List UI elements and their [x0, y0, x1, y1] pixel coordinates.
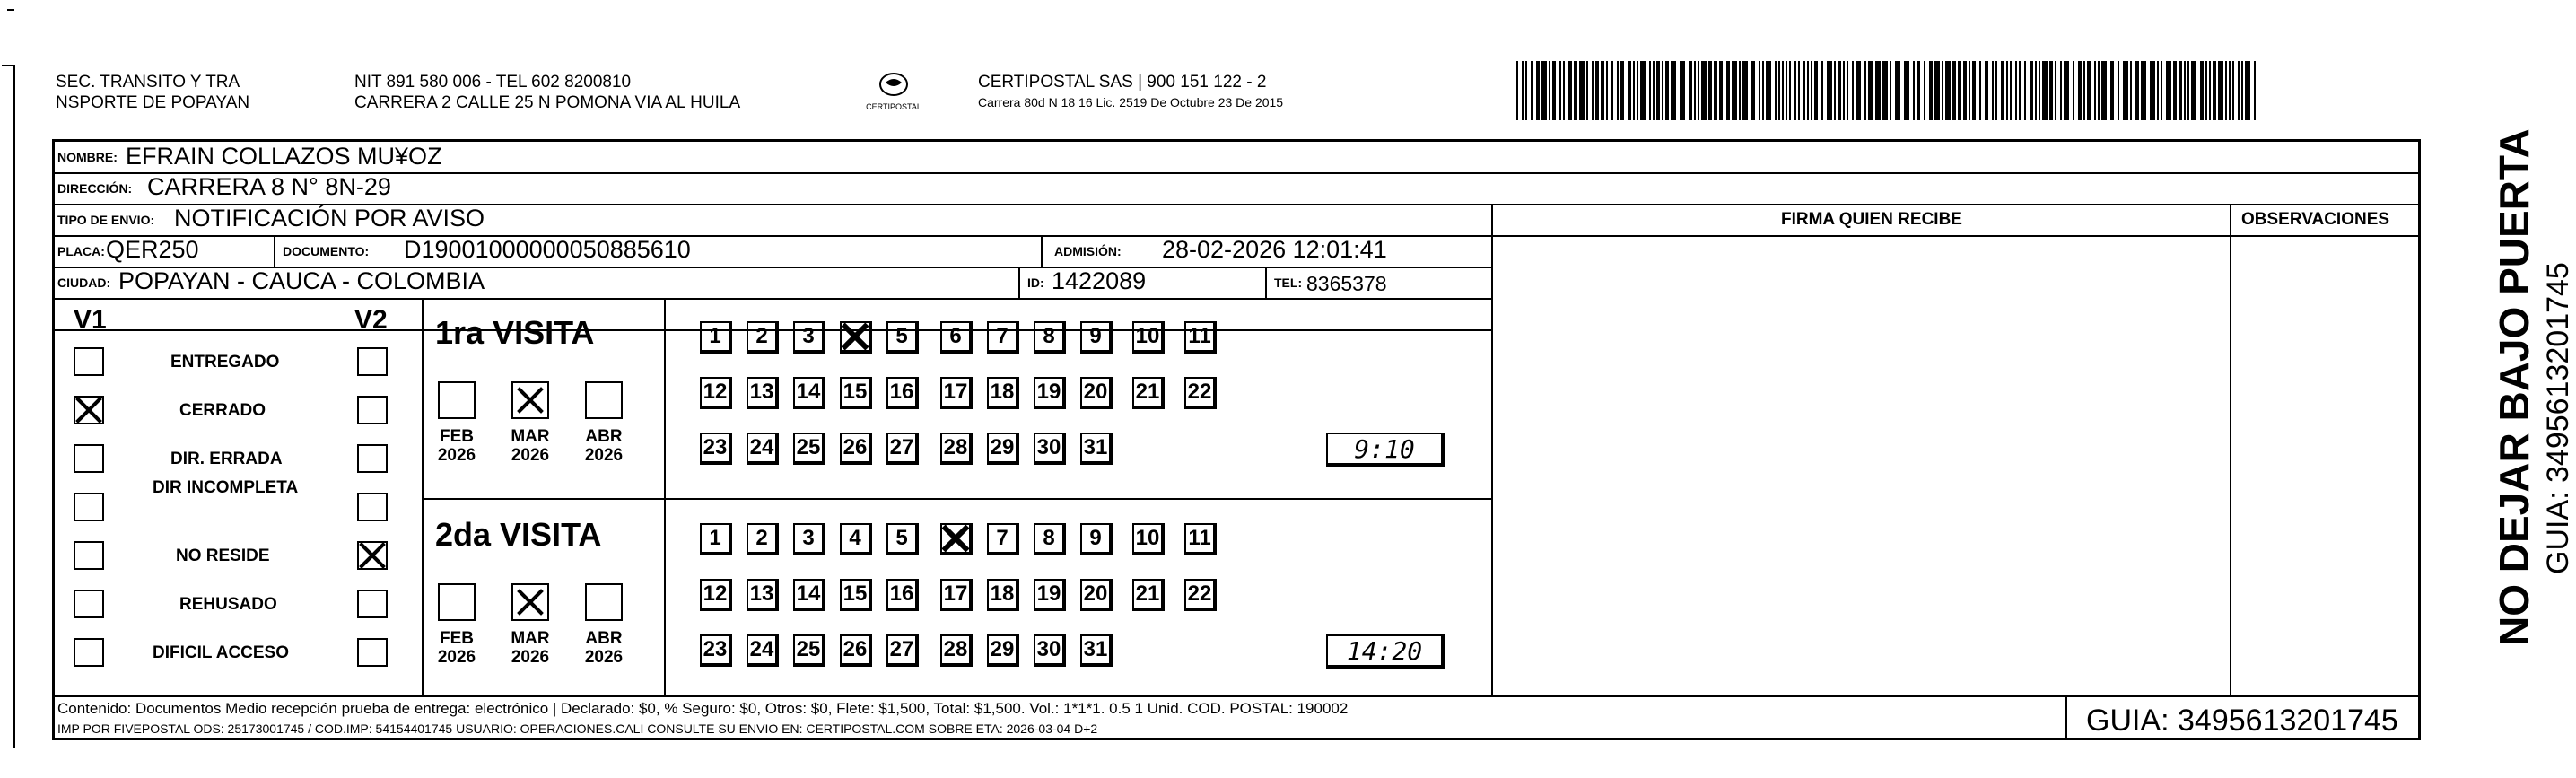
day-box[interactable]: 20 [1080, 377, 1113, 409]
ciudad-label: CIUDAD: [57, 275, 111, 290]
status-label: REHUSADO [179, 595, 277, 614]
day-box[interactable]: 3 [793, 523, 825, 555]
v2-checkbox[interactable] [357, 541, 388, 570]
tipo-envio-label: TIPO DE ENVIO: [57, 213, 155, 227]
id-value: 1422089 [1052, 267, 1147, 294]
col-status-right [422, 298, 424, 695]
nit-line-2: CARRERA 2 CALLE 25 N POMONA VIA AL HUILA [354, 93, 741, 112]
company-line-2: Carrera 80d N 18 16 Lic. 2519 De Octubre 23 De 2015 [978, 95, 1284, 109]
month-label [503, 629, 557, 667]
status-label: NO RESIDE [176, 546, 270, 565]
v2-label: V2 [354, 305, 388, 335]
visit-time: 14:20 [1326, 634, 1445, 669]
month-label [577, 427, 631, 465]
v1-checkbox[interactable] [74, 396, 104, 424]
month-label [577, 629, 631, 667]
day-box[interactable]: 30 [1034, 634, 1066, 667]
day-box[interactable]: 5 [886, 321, 919, 354]
status-label: CERRADO [179, 401, 266, 420]
nombre-value: EFRAIN COLLAZOS MU¥OZ [126, 143, 442, 170]
barcode [1516, 61, 2261, 120]
company-line-1: CERTIPOSTAL SAS | 900 151 122 - 2 [978, 73, 1267, 92]
day-box[interactable]: 18 [987, 579, 1019, 611]
firma-label: FIRMA QUIEN RECIBE [1781, 210, 1962, 229]
v1-label: V1 [74, 305, 107, 335]
row-line-1 [52, 172, 2421, 174]
day-box[interactable]: 12 [700, 579, 732, 611]
day-box[interactable]: 21 [1132, 579, 1165, 611]
footer-imp: IMP POR FIVEPOSTAL ODS: 25173001745 / COD.IMP: 54154401745 USUARIO: OPERACIONES.CALI CONSULTE SU ENVIO EN: CERTIPOSTAL.COM SOBRE ETA: 2026-03-04 D+2 [57, 721, 1098, 736]
month-name: MAR [511, 427, 550, 446]
tel-value: 8365378 [1306, 272, 1387, 295]
month-checkbox[interactable] [438, 583, 476, 621]
day-box[interactable]: 28 [940, 433, 973, 465]
day-box[interactable]: 29 [987, 634, 1019, 667]
month-name: ABR [585, 427, 623, 446]
tel-label: TEL: [1274, 275, 1303, 290]
v2-checkbox[interactable] [357, 590, 388, 618]
day-box[interactable]: 1 [700, 523, 732, 555]
id-label: ID: [1027, 275, 1044, 290]
col-firma-left [1491, 204, 1493, 695]
v2-checkbox[interactable] [357, 638, 388, 667]
col-id [1018, 267, 1020, 298]
col-tel [1265, 267, 1267, 298]
placa-label: PLACA: [57, 244, 105, 258]
left-edge-bracket [2, 65, 15, 748]
documento-value: D19001000000050885610 [404, 236, 691, 263]
day-box[interactable]: 4 [840, 523, 872, 555]
side-warning: NO DEJAR BAJO PUERTA [2491, 128, 2537, 646]
day-box[interactable]: 25 [793, 433, 825, 465]
admision-label: ADMISIÓN: [1054, 244, 1122, 258]
v2-checkbox[interactable] [357, 347, 388, 376]
month-year: 2026 [437, 648, 476, 667]
month-label [430, 629, 484, 667]
day-box[interactable]: 1 [700, 321, 732, 354]
day-box[interactable]: 10 [1132, 321, 1165, 354]
tipo-envio-value: NOTIFICACIÓN POR AVISO [174, 205, 485, 232]
day-box[interactable]: 11 [1184, 321, 1217, 354]
month-year: 2026 [511, 648, 550, 667]
day-box[interactable]: 26 [840, 433, 872, 465]
ciudad-value: POPAYAN - CAUCA - COLOMBIA [118, 267, 485, 294]
day-box[interactable]: 18 [987, 377, 1019, 409]
month-name: FEB [440, 629, 474, 648]
logo-text: CERTIPOSTAL [866, 102, 921, 111]
documento-label: DOCUMENTO: [283, 244, 370, 258]
company-info [978, 72, 1283, 113]
visit-time: 9:10 [1326, 433, 1445, 467]
col-placa [274, 235, 275, 267]
day-box[interactable]: 11 [1184, 523, 1217, 555]
day-box[interactable]: 3 [793, 321, 825, 354]
day-box[interactable]: 21 [1132, 377, 1165, 409]
v2-checkbox[interactable] [357, 444, 388, 473]
status-label: DIR INCOMPLETA [153, 478, 299, 497]
direccion-label: DIRECCIÓN: [57, 181, 133, 196]
month-year: 2026 [584, 648, 624, 667]
day-box[interactable]: 23 [700, 433, 732, 465]
day-box[interactable]: 7 [987, 523, 1019, 555]
row-line-5 [52, 298, 1491, 300]
day-box[interactable]: 17 [940, 579, 973, 611]
side-guia: GUIA: 3495613201745 [2541, 262, 2575, 574]
day-box[interactable]: 10 [1132, 523, 1165, 555]
col-visit-right [664, 298, 666, 695]
day-box[interactable]: 13 [747, 377, 779, 409]
status-label: DIR. ERRADA [170, 450, 283, 468]
month-name: FEB [440, 427, 474, 446]
month-label [430, 427, 484, 465]
day-box[interactable]: 2 [747, 523, 779, 555]
col-admision [1041, 235, 1043, 267]
day-box[interactable]: 12 [700, 377, 732, 409]
v1-checkbox[interactable] [74, 638, 104, 667]
day-box[interactable] [940, 523, 973, 555]
day-box[interactable]: 31 [1080, 634, 1113, 667]
status-label: ENTREGADO [170, 353, 280, 372]
day-box[interactable]: 25 [793, 634, 825, 667]
month-checkbox[interactable] [585, 583, 623, 621]
day-box[interactable]: 26 [840, 634, 872, 667]
day-box[interactable]: 8 [1034, 321, 1066, 354]
day-box[interactable]: 5 [886, 523, 919, 555]
direccion-value: CARRERA 8 N° 8N-29 [147, 173, 391, 200]
v1-checkbox[interactable] [74, 444, 104, 473]
sender-nit [354, 72, 740, 113]
v1-checkbox[interactable] [74, 347, 104, 376]
day-box[interactable]: 2 [747, 321, 779, 354]
visit-title: 2da VISITA [435, 516, 602, 553]
day-box[interactable]: 29 [987, 433, 1019, 465]
month-checkbox[interactable] [511, 381, 549, 419]
day-box[interactable]: 9 [1080, 321, 1113, 354]
v2-checkbox[interactable] [357, 396, 388, 424]
visit-divider [422, 498, 1491, 500]
day-box[interactable]: 16 [886, 579, 919, 611]
observaciones-label: OBSERVACIONES [2241, 210, 2390, 229]
left-edge-mark [7, 9, 14, 11]
day-box[interactable]: 31 [1080, 433, 1113, 465]
month-checkbox[interactable] [511, 583, 549, 621]
sender-name [56, 72, 249, 113]
footer-guia: GUIA: 3495613201745 [2086, 704, 2398, 738]
day-box[interactable]: 6 [940, 321, 973, 354]
day-box[interactable]: 7 [987, 321, 1019, 354]
visit-title: 1ra VISITA [435, 314, 595, 351]
v2-checkbox[interactable] [357, 493, 388, 521]
month-label [503, 427, 557, 465]
month-year: 2026 [437, 446, 476, 465]
day-box[interactable]: 15 [840, 377, 872, 409]
month-name: ABR [585, 629, 623, 648]
day-box[interactable]: 23 [700, 634, 732, 667]
month-year: 2026 [584, 446, 624, 465]
day-box[interactable]: 19 [1034, 377, 1066, 409]
v1-checkbox[interactable] [74, 541, 104, 570]
v1-checkbox[interactable] [74, 493, 104, 521]
day-box[interactable]: 13 [747, 579, 779, 611]
admision-value: 28-02-2026 12:01:41 [1162, 236, 1387, 263]
day-box[interactable]: 8 [1034, 523, 1066, 555]
col-obs-left [2230, 204, 2231, 695]
day-box[interactable]: 14 [793, 579, 825, 611]
day-box[interactable]: 22 [1184, 579, 1217, 611]
footer-content: Contenido: Documentos Medio recepción prueba de entrega: electrónico | Declarado: $0, % Seguro: $0, Otros: $0, Flete: $1,500, Total: $1,500. Vol.: 1*1*1. 0.5 1 Unid. COD. POSTAL: 190002 [57, 700, 1349, 717]
sender-line-1: SEC. TRANSITO Y TRA [56, 73, 240, 92]
month-name: MAR [511, 629, 550, 648]
day-box[interactable]: 27 [886, 433, 919, 465]
day-box[interactable]: 24 [747, 433, 779, 465]
day-box[interactable]: 22 [1184, 377, 1217, 409]
day-box[interactable]: 28 [940, 634, 973, 667]
v1-checkbox[interactable] [74, 590, 104, 618]
nit-line-1: NIT 891 580 006 - TEL 602 8200810 [354, 73, 632, 92]
day-box[interactable]: 9 [1080, 523, 1113, 555]
day-box[interactable]: 15 [840, 579, 872, 611]
sender-line-2: NSPORTE DE POPAYAN [56, 93, 250, 112]
status-label: DIFICIL ACCESO [153, 643, 290, 662]
day-box[interactable]: 17 [940, 377, 973, 409]
month-year: 2026 [511, 446, 550, 465]
day-box[interactable]: 19 [1034, 579, 1066, 611]
placa-value: QER250 [106, 236, 199, 263]
month-checkbox[interactable] [585, 381, 623, 419]
col-guia-left [2065, 695, 2067, 740]
nombre-label: NOMBRE: [57, 150, 118, 164]
day-box[interactable]: 20 [1080, 579, 1113, 611]
day-box[interactable]: 30 [1034, 433, 1066, 465]
day-box[interactable]: 27 [886, 634, 919, 667]
certipostal-logo [861, 70, 926, 117]
day-box[interactable]: 24 [747, 634, 779, 667]
day-box[interactable]: 14 [793, 377, 825, 409]
day-box[interactable] [840, 321, 872, 354]
month-checkbox[interactable] [438, 381, 476, 419]
day-box[interactable]: 16 [886, 377, 919, 409]
